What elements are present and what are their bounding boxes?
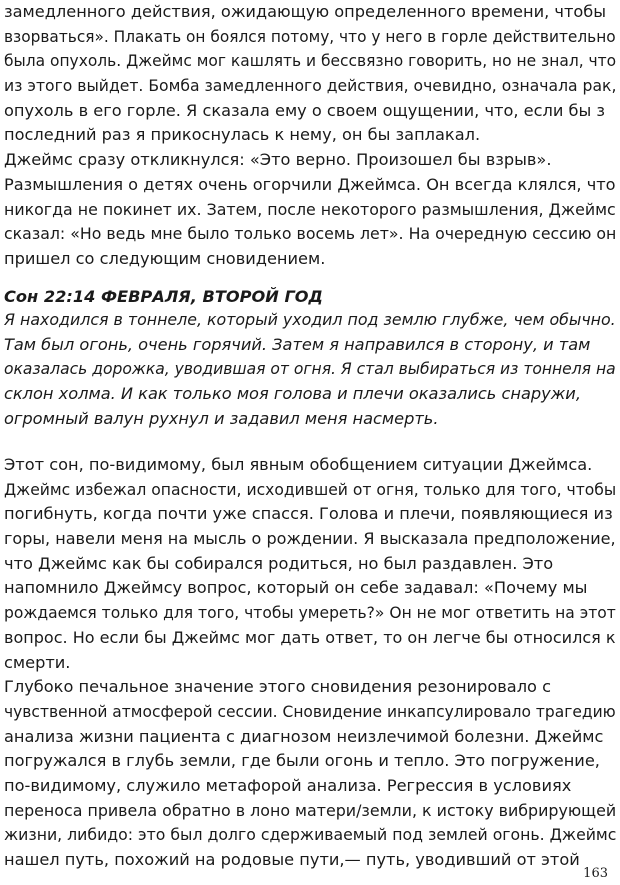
text-line: анализа жизни пациента с диагнозом неизлечимой болезни. Джеймс — [4, 726, 604, 746]
text-line: была опухоль. Джеймс мог кашлять и бессвязно говорить, но не знал, что — [4, 51, 617, 71]
text-line: последний раз я прикоснулась к нему, он бы заплакал. — [4, 125, 481, 145]
text-line: рождаемся только для того, чтобы умереть?» Он не мог ответить на этот — [4, 603, 616, 623]
text-line: взорваться». Плакать он боялся потому, что у него в горле действительно — [4, 26, 616, 46]
text-line: пришел со следующим сновидением. — [4, 248, 326, 268]
text-line: смерти. — [4, 652, 71, 672]
dream-heading: Сон 22:14 ФЕВРАЛЯ, ВТОРОЙ ГОД — [4, 287, 323, 306]
text-line: Размышления о детях очень огорчили Джеймса. Он всегда клялся, что — [4, 174, 616, 194]
text-line: сказал: «Но ведь мне было только восемь лет». На очередную сессию он — [4, 224, 617, 244]
text-line: по-видимому, служило метафорой анализа. Регрессия в условиях — [4, 775, 572, 795]
text-line: опухоль в его горле. Я сказала ему о своем ощущении, что, если бы з — [4, 100, 606, 120]
paragraph-1 — [4, 0, 616, 272]
text-line: никогда не покинет их. Затем, после некоторого размышления, Джеймс — [4, 199, 616, 219]
text-line: нашел путь, похожий на родовые пути,— путь, уводивший от этой — [4, 850, 580, 869]
text-line: склон холма. И как только моя голова и плечи оказались снаружи, — [4, 384, 581, 404]
text-line: оказалась дорожка, уводившая от огня. Я стал выбираться из тоннеля на — [4, 359, 616, 379]
text-line: погружался в глубь земли, где были огонь и тепло. Это погружение, — [4, 751, 600, 771]
text-line: Джеймс избежал опасности, исходившей от огня, только для того, чтобы — [4, 479, 617, 499]
text-line: Этот сон, по-видимому, был явным обобщением ситуации Джеймса. — [4, 455, 593, 474]
dream-text — [4, 308, 616, 431]
text-line: Джеймс сразу откликнулся: «Это верно. Произошел бы взрыв». — [4, 150, 552, 170]
text-line: Там был огонь, очень горячий. Затем я направился в сторону, и там — [4, 334, 591, 354]
text-line: чувственной атмосферой сессии. Сновидение инкапсулировало трагедию — [4, 701, 616, 721]
text-line: Я находился в тоннеле, который уходил под землю глубже, чем обычно. — [4, 310, 616, 329]
text-line: жизни, либидо: это был долго сдерживаемый под землей огонь. Джеймс — [4, 825, 617, 845]
text-line: горы, навели меня на мысль о рождении. Я высказала предположение, — [4, 529, 616, 549]
paragraph-2 — [4, 453, 616, 873]
text-line: переноса привела обратно в лоно матери/земли, к истоку вибрирующей — [4, 800, 617, 820]
text-line: вопрос. Но если бы Джеймс мог дать ответ, то он легче бы относился к — [4, 627, 616, 647]
text-line: замедленного действия, ожидающую определенного времени, чтобы — [4, 2, 607, 21]
text-line: огромный валун рухнул и задавил меня насмерть. — [4, 408, 439, 428]
text-line: напомнило Джеймсу вопрос, который он себе задавал: «Почему мы — [4, 578, 588, 598]
page-number: 163 — [583, 866, 608, 881]
text-line: Глубоко печальное значение этого сновидения резонировало с — [4, 677, 551, 697]
text-line: из этого выйдет. Бомба замедленного действия, очевидно, означала рак, — [4, 76, 617, 96]
text-line: погибнуть, когда почти уже спасся. Голова и плечи, появляющиеся из — [4, 504, 613, 524]
text-line: что Джеймс как бы собирался родиться, но был раздавлен. Это — [4, 553, 554, 573]
